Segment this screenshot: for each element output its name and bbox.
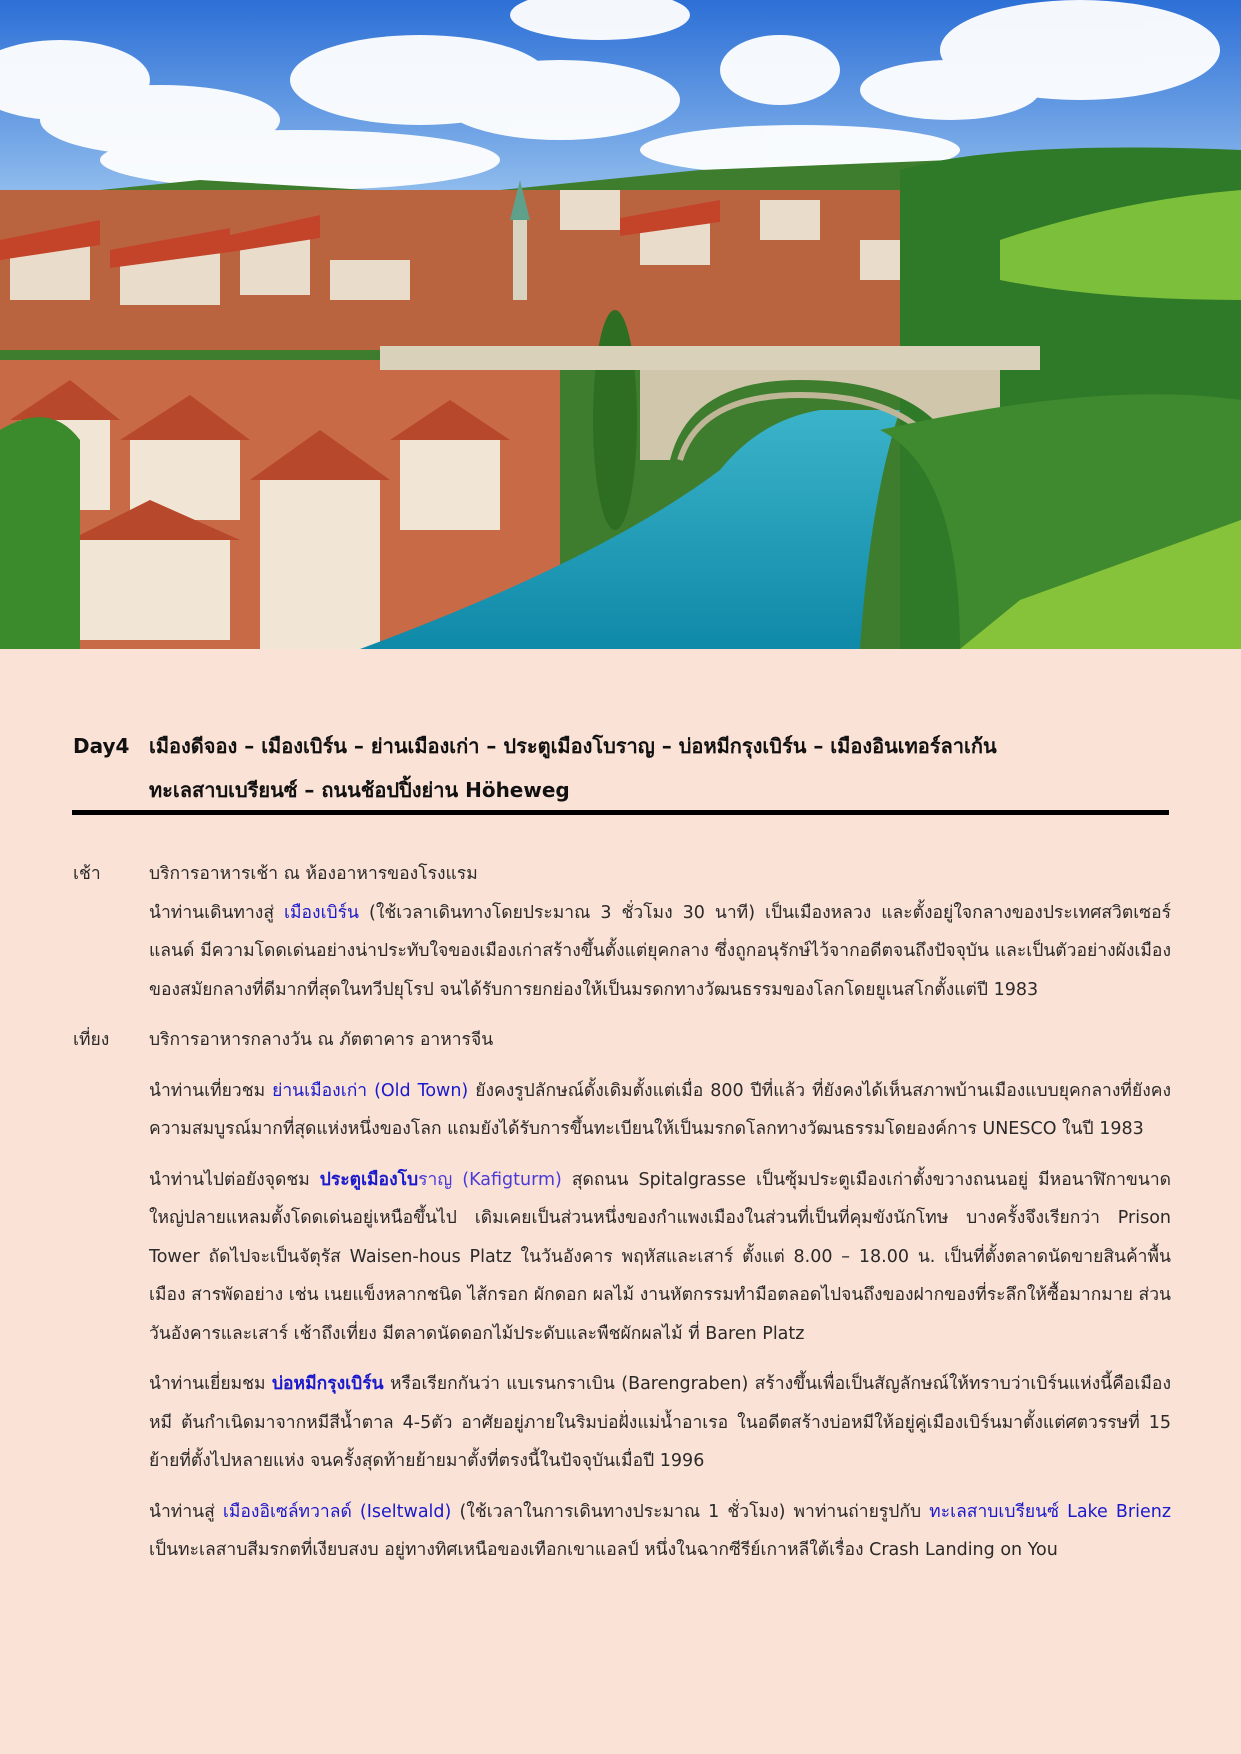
link-bern: เมืองเบิร์น [284, 902, 360, 923]
noon-lunch: บริการอาหารกลางวัน ณ ภัตตาคาร อาหารจีน [149, 1030, 494, 1050]
paragraph-iseltwald: นำท่านสู่ เมืองอิเซล์ทวาลด์ (Iseltwald) (ใช้เวลาในการเดินทางประมาณ 1 ชั่วโมง) พาท่านถ่ายรูปกับ ทะเลสาบเบรียนซ์ Lake Brienz เป็นทะเลสาบสีมรกตที่เงียบสงบ อยู่ทางทิศเหนือของเทือกเขาแอลป์ หนึ่งในฉากซีรีย์เกาหลีใต้เรื่อง Crash Landing on You [149, 1501, 1172, 1560]
morning-section [73, 855, 1173, 1009]
hero-photo [0, 0, 1241, 649]
link-lake-brienz: ทะเลสาบเบรียนซ์ Lake Brienz [929, 1501, 1172, 1522]
day-title [149, 724, 1169, 812]
landscape-photo-icon [0, 0, 1241, 649]
time-label-morning: เช้า [73, 864, 101, 884]
paragraph-bern: นำท่านเดินทางสู่ เมืองเบิร์น (ใช้เวลาเดินทางโดยประมาณ 3 ชั่วโมง 30 นาที) เป็นเมืองหลวง และตั้งอยู่ใจกลางของประเทศสวิตเซอร์แลนด์ มีความโดดเด่นอย่างน่าประทับใจของเมืองเก่าสร้างขึ้นตั้งแต่ยุคกลาง ซึ่งถูกอนุรักษ์ไว้จากอดีตจนถึงปัจจุบัน และเป็นตัวอย่างผังเมืองของสมัยกลางที่ดีมากที่สุดในทวีปยุโรป จนได้รับการยกย่องให้เป็นมรดกทางวัฒนธรรมของโลกโดยยูเนสโกตั้งแต่ปี 1983 [149, 902, 1171, 1000]
time-label-noon: เที่ยง [73, 1030, 110, 1050]
itinerary-content [73, 855, 1173, 1570]
noon-section [73, 1021, 1173, 1570]
day-title-line1: เมืองดีจอง – เมืองเบิร์น – ย่านเมืองเก่า – ประตูเมืองโบราญ – บ่อหมีกรุงเบิร์น – เมืองอินเทอร์ลาเก้น [149, 734, 997, 758]
link-old-town: ย่านเมืองเก่า (Old Town) [272, 1080, 469, 1101]
day-title-line2: ทะเลสาบเบรียนซ์ – ถนนช้อปปิ้งย่าน Höheweg [149, 778, 570, 802]
paragraph-kafigturm: นำท่านไปต่อยังจุดชม ประตูเมืองโบราญ (Kafigturm) สุดถนน Spitalgrasse เป็นซุ้มประตูเมืองเก่าตั้งขวางถนนอยู่ มีหอนาฬิกาขนาดใหญ่ปลายแหลมตั้งโดดเด่นอยู่เหนือขึ้นไป เดิมเคยเป็นส่วนหนึ่งของกำแพงเมืองในส่วนที่เป็นที่คุมขังนักโทษ บางครั้งจึงเรียกว่า Prison Tower ถัดไปจะเป็นจัตุรัส Waisen-hous Platz ในวันอังคาร พฤหัสและเสาร์ ตั้งแต่ 8.00 – 18.00 น. เป็นที่ตั้งตลาดนัดขายสินค้าพื้นเมือง สารพัดอย่าง เช่น เนยแข็งหลากชนิด ไส้กรอก ผักดอก ผลไม้ งานหัตกรรมทำมือตลอดไปจนถึงของฝากของที่ระลึกให้ซื้อมากมาย ส่วนวันอังคารและเสาร์ เช้าถึงเที่ยง มีตลาดนัดดอกไม้ประดับและพืชผักผลไม้ ที่ Baren Platz [149, 1169, 1172, 1344]
morning-breakfast: บริการอาหารเช้า ณ ห้องอาหารของโรงแรม [149, 864, 478, 884]
heading-divider [72, 810, 1169, 815]
link-iseltwald: เมืองอิเซล์ทวาลด์ (Iseltwald) [222, 1501, 452, 1522]
day-label: Day4 [73, 734, 130, 758]
paragraph-old-town: นำท่านเที่ยวชม ย่านเมืองเก่า (Old Town) ยังคงรูปลักษณ์ดั้งเดิมตั้งแต่เมื่อ 800 ปีที่แล้ว ที่ยังคงได้เห็นสภาพบ้านเมืองแบบยุคกลางที่ยังคงความสมบูรณ์มากที่สุดแห่งหนึ่งของโลก แถมยังได้รับการขึ้นทะเบียนให้เป็นมรกดโลกทางวัฒนธรรมโดยองค์การ UNESCO ในปี 1983 [149, 1080, 1172, 1139]
link-kafigturm-bold: ประตูเมืองโบ [319, 1169, 419, 1190]
link-kafigturm: ราญ (Kafigturm) [418, 1169, 562, 1190]
paragraph-bear-pit: นำท่านเยี่ยมชม บ่อหมีกรุงเบิร์น หรือเรียกกันว่า แบเรนกราเบิน (Barengraben) สร้างขึ้นเพื่อเป็นสัญลักษณ์ให้ทราบว่าเบิร์นแห่งนี้คือเมืองหมี ต้นกำเนิดมาจากหมีสีน้ำตาล 4-5ตัว อาศัยอยู่ภายในริมบ่อฝั่งแม่น้ำอาเรอ ในอดีตสร้างบ่อหมีให้อยู่คู่เมืองเบิร์นมาตั้งแต่ศตวรรษที่ 15 ย้ายที่ตั้งไปหลายแห่ง จนครั้งสุดท้ายย้ายมาตั้งที่ตรงนี้ในปัจจุบันเมื่อปี 1996 [149, 1374, 1171, 1471]
link-bear-pit: บ่อหมีกรุงเบิร์น [271, 1374, 384, 1394]
